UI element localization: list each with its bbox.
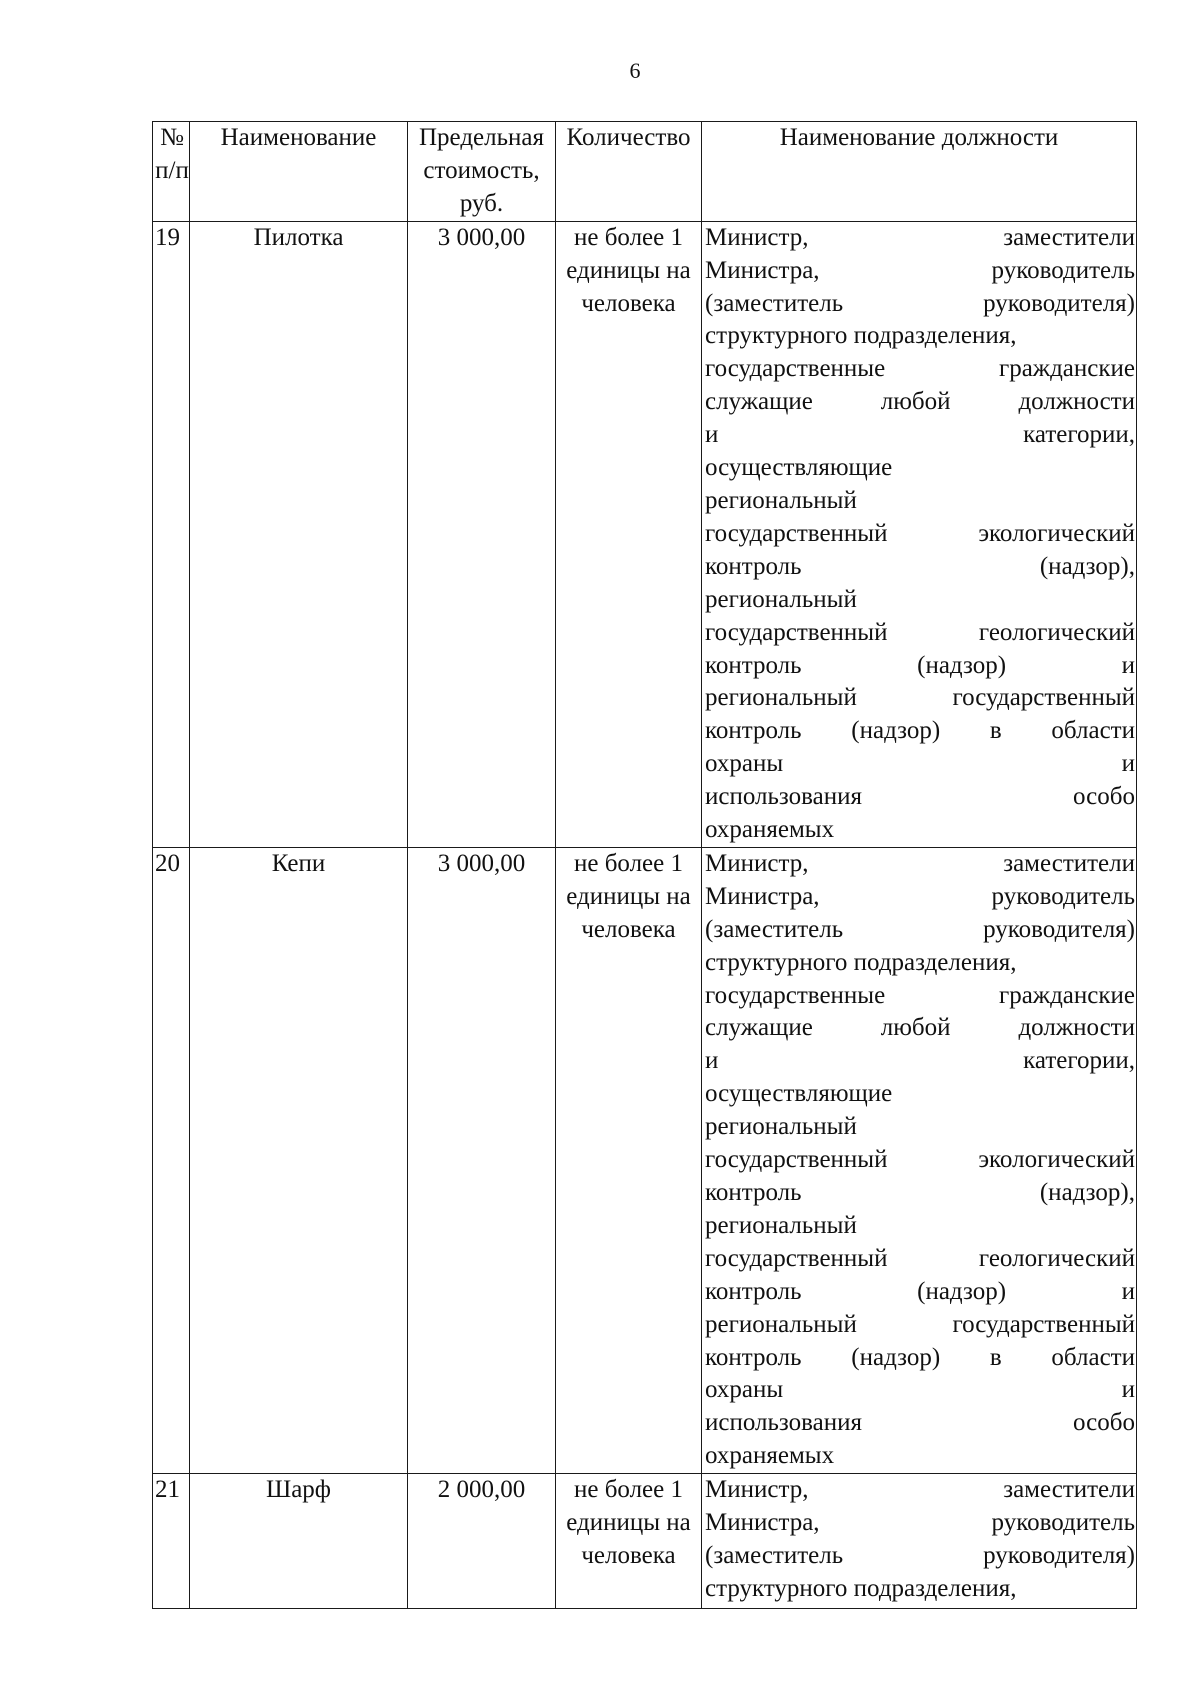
header-name: Наименование	[190, 122, 408, 222]
row-num: 21	[153, 1474, 190, 1609]
row-position: Министр, заместители Министра, руководитель (заместитель руководителя) структурного подразделения,	[702, 1474, 1137, 1609]
row-price: 3 000,00	[408, 847, 556, 1473]
row-qty: не более 1 единицы на человека	[556, 847, 702, 1473]
header-price: Предельная стоимость, руб.	[408, 122, 556, 222]
table-header-row	[153, 122, 1137, 222]
row-price: 2 000,00	[408, 1474, 556, 1609]
row-price: 3 000,00	[408, 221, 556, 847]
items-table	[152, 121, 1137, 1609]
row-qty: не более 1 единицы на человека	[556, 221, 702, 847]
row-qty: не более 1 единицы на человека	[556, 1474, 702, 1609]
header-num: № п/п	[153, 122, 190, 222]
header-position: Наименование должности	[702, 122, 1137, 222]
table-row	[153, 847, 1137, 1473]
row-name: Шарф	[190, 1474, 408, 1609]
row-name: Пилотка	[190, 221, 408, 847]
row-position: Министр, заместители Министра, руководитель (заместитель руководителя) структурного подразделения, государственные гражданские служащие любой должности и категории, осуществляющие региональный государственный экологический контроль (надзор), региональный государственный геологический контроль (надзор) и региональный государственный контроль (надзор) в области охраны и использования особо охраняемых	[702, 847, 1137, 1473]
table-row	[153, 221, 1137, 847]
row-position: Министр, заместители Министра, руководитель (заместитель руководителя) структурного подразделения, государственные гражданские служащие любой должности и категории, осуществляющие региональный государственный экологический контроль (надзор), региональный государственный геологический контроль (надзор) и региональный государственный контроль (надзор) в области охраны и использования особо охраняемых	[702, 221, 1137, 847]
row-name: Кепи	[190, 847, 408, 1473]
table-row	[153, 1474, 1137, 1609]
header-qty: Количество	[556, 122, 702, 222]
page-number: 6	[629, 58, 641, 83]
row-num: 20	[153, 847, 190, 1473]
row-num: 19	[153, 221, 190, 847]
